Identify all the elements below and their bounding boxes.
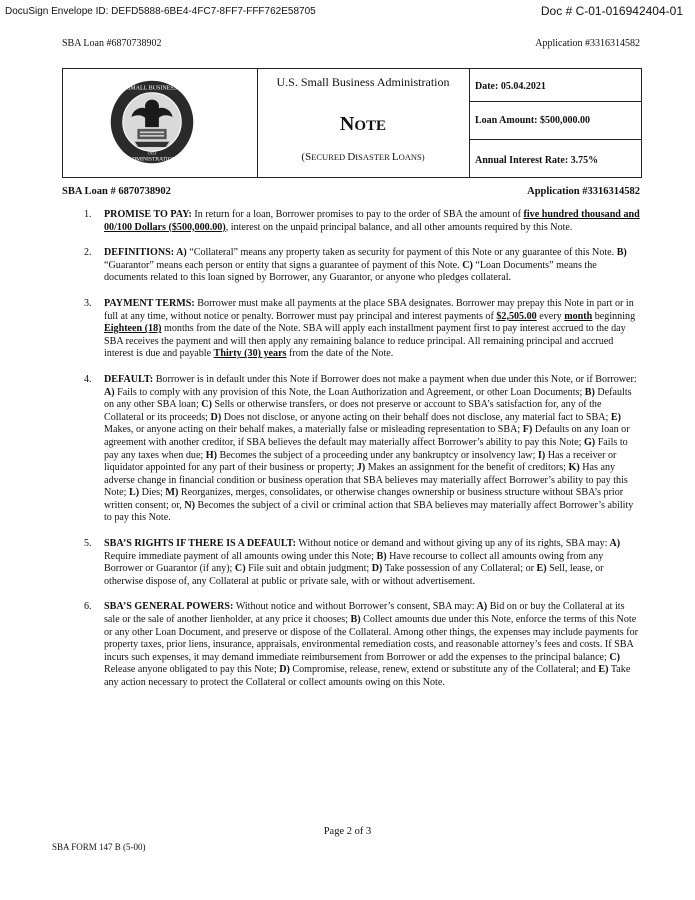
- note-title-cell: [257, 69, 470, 177]
- agency-name: U.S. Small Business Administration: [276, 75, 450, 89]
- svg-text:ADMINISTRATION: ADMINISTRATION: [128, 156, 176, 163]
- envelope-id: DocuSign Envelope ID: DEFD5888-6BE4-4FC7-8FF7-FFF762E58705: [5, 6, 316, 17]
- note-date: Date: 05.04.2021: [475, 81, 546, 92]
- svg-text:SMALL BUSINESS: SMALL BUSINESS: [126, 85, 178, 92]
- application-number-header: Application #3316314582: [535, 38, 640, 49]
- svg-text:1953: 1953: [147, 150, 157, 156]
- clause-payment-terms: 3. PAYMENT TERMS: Borrower must make all payments at the place SBA designates. Borrower may prepay this Note in part or in full at any time, without notice or penalty. Borrower must pay principal and interest payments of $2,505.00 every month beginning Eighteen (18) months from the date of the Note. SBA will apply each installment payment first to pay interest accrued to the day SBA receives the payment and will then apply any remaining balance to reduce principal. All remaining principal and accrued interest is due and payable Thirty (30) years from the date of the Note.: [84, 297, 636, 360]
- document-number: Doc # C-01-016942404-01: [540, 4, 683, 18]
- interest-rate: Annual Interest Rate: 3.75%: [475, 155, 599, 166]
- page-number: Page 2 of 3: [323, 826, 372, 837]
- clause-sba-rights-default: 5. SBA’S RIGHTS IF THERE IS A DEFAULT: Without notice or demand and without giving up any of its rights, SBA may: A) Require immediate payment of all amounts owing under this Note; B) Have recourse to collect all amounts owing from any Borrower or Guarantor (if any); C) File suit and obtain judgment; D) Take possession of any Collateral; or E) Sell, lease, or otherwise dispose of, any Collateral at public or private sale, with or without advertisement.: [84, 538, 621, 587]
- form-identifier: SBA FORM 147 B (5-00): [52, 842, 146, 852]
- note-subtitle: (SECURED DISASTER LOANS): [301, 151, 425, 163]
- sba-seal-icon: [109, 79, 195, 165]
- loan-amount: Loan Amount: $500,000.00: [475, 115, 591, 126]
- loan-number-subheader: SBA Loan # 6870738902: [62, 186, 171, 197]
- note-banner: [62, 68, 642, 178]
- note-clauses: [84, 209, 640, 690]
- note-title: NOTE: [339, 113, 387, 135]
- clause-definitions: 2. DEFINITIONS: A) “Collateral” means any property taken as security for payment of this Note or any guarantee of this Note. B) “Guarantor” means each person or entity that signs a guarantee of payment of this Note. C) “Loan Documents” means the documents related to this loan signed by Borrower, any Guarantor, or anyone who pledges collateral.: [84, 247, 627, 284]
- loan-summary-cell: [469, 69, 641, 177]
- clause-sba-general-powers: 6. SBA’S GENERAL POWERS: Without notice and without Borrower’s consent, SBA may: A) Bid on or buy the Collateral at its sale or the sale of another lienholder, at any price it chooses; B) Collect amounts due under this Note, enforce the terms of this Note or any other Loan Document, and preserve or dispose of the Collateral. Among other things, the expenses may include payments for property taxes, prior liens, insurance, appraisals, environmental remediation costs, and reasonable attorney’s fees and costs. If SBA incurs such expenses, it may demand immediate reimbursement from Borrower or add the expenses to the principal balance; C) Release anyone obligated to pay this Note; D) Compromise, release, renew, extend or substitute any of the Collateral; and E) Take any action necessary to protect the Collateral or collect amounts owing on this Note.: [84, 601, 638, 688]
- loan-number-header: SBA Loan #6870738902: [62, 38, 162, 49]
- application-number-subheader: Application #3316314582: [527, 186, 640, 197]
- clause-default: 4. DEFAULT: Borrower is in default under this Note if Borrower does not make a payment when due under this Note, or if Borrower: A) Fails to comply with any provision of this Note, the Loan Authorization and Agreement, or other Loan Documents; B) Defaults on any other SBA loan; C) Sells or otherwise transfers, or does not preserve or account to SBA’s satisfaction for, any of the Collateral or its proceeds; D) Does not disclose, or anyone acting on their behalf does not disclose, any material fact to SBA; E) Makes, or anyone acting on their behalf makes, a materially false or misleading representation to SBA; F) Defaults on any loan or agreement with another creditor, if SBA believes the default may materially affect Borrower’s ability to pay this Note; G) Fails to pay any taxes when due; H) Becomes the subject of a proceeding under any bankruptcy or insolvency law; I) Has a receiver or liquidator appointed for any part of their business or property; J) Makes an assignment for the benefit of creditors; K) Has any adverse change in financial condition or business operation that SBA believes may materially affect Borrower’s ability to pay this Note; L) Dies; M) Reorganizes, merges, consolidates, or otherwise changes ownership or business structure without SBA’s prior written consent; or, N) Becomes the subject of a civil or criminal action that SBA believes may materially affect Borrower’s ability to pay this Note.: [84, 373, 637, 524]
- clause-promise-to-pay: 1. PROMISE TO PAY: In return for a loan, Borrower promises to pay to the order of SBA the amount of five hundred thousand and 00/100 Dollars ($500,000.00), interest on the unpaid principal balance, and all other amounts required by this Note.: [84, 209, 640, 233]
- seal-cell: [63, 69, 258, 177]
